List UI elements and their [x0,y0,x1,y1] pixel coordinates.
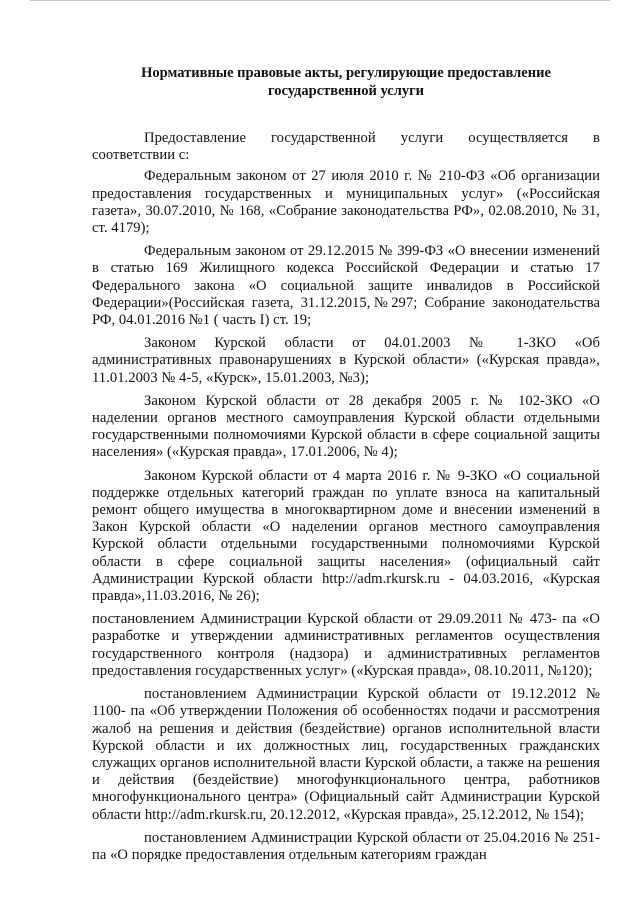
paragraph-intro: Предоставление государственной услуги осуществляется в соответствии с: [92,130,600,164]
document-title [92,64,600,100]
paragraph-law-399-fz: Федеральным законом от 29.12.2015 № 399-ФЗ «О внесении изменений в статью 169 Жилищного кодекса Российской Федерации и статью 17 Федерального закона «О социальной защите инвалидов в Российской Федерации»(Российская газета, 31.12.2015,№297; Собрание законодательства РФ, 04.01.2016 №1 ( часть I) ст. 19; [92,243,600,329]
paragraph-law-9-zko: Законом Курской области от 4 марта 2016 г. № 9-ЗКО «О социальной поддержке отдельных категорий граждан по уплате взноса на капитальный ремонт общего имущества в многоквартирном доме и внесении изменений в Закон Курской области «О наделении органов местного самоуправления Курской области отдельными государственными полномочиями Курской области в сфере социальной защиты населения» (официальный сайт Администрации Курской области http://adm.rkursk.ru - 04.03.2016, «Курская правда»,11.03.2016, № 26); [92,467,600,605]
top-divider [30,0,610,1]
document-body [92,64,600,870]
paragraph-resolution-1100: постановлением Администрации Курской области от 19.12.2012 № 1100- па «Об утверждении Положения об особенностях подачи и рассмотрения жалоб на решения и действия (бездействие) органов исполнительной власти Курской области и их должностных лиц, государственных гражданских служащих органов исполнительной власти Курской области, а также на решения и действия (бездействие) многофункционального центра, работников многофункционального центра» (Официальный сайт Администрации Курской области http://adm.rkursk.ru, 20.12.2012, «Курская правда», 25.12.2012, № 154); [92,686,600,823]
paragraph-law-1-zko: Законом Курской области от 04.01.2003 № 1-ЗКО «Об административных правонарушениях в Курской области» («Курская правда», 11.01.2003 № 4-5, «Курск», 15.01.2003, №3); [92,335,600,386]
paragraph-law-102-zko: Законом Курской области от 28 декабря 2005 г. № 102-ЗКО «О наделении органов местного самоуправления Курской области отдельными государственными полномочиями Курской области в сфере социальной защиты населения» («Курская правда», 17.01.2006, № 4); [92,392,600,461]
paragraph-resolution-251: постановлением Администрации Курской области от 25.04.2016 № 251-па «О порядке предоставления отдельным категориям граждан [92,829,600,863]
title-line-1: Нормативные правовые акты, регулирующие предоставление [141,65,551,81]
paragraph-resolution-473: постановлением Администрации Курской области от 29.09.2011 № 473- па «О разработке и утверждении административных регламентов осуществления государственного контроля (надзора) и административных регламентов предоставления государственных услуг» («Курская правда», 08.10.2011, №120); [92,611,600,679]
paragraph-law-210-fz: Федеральным законом от 27 июля 2010 г. № 210-ФЗ «Об организации предоставления государственных и муниципальных услуг» («Российская газета», 30.07.2010, № 168, «Собрание законодательства РФ», 02.08.2010, № 31, ст. 4179); [92,168,600,237]
title-line-2: государственной услуги [267,83,425,99]
